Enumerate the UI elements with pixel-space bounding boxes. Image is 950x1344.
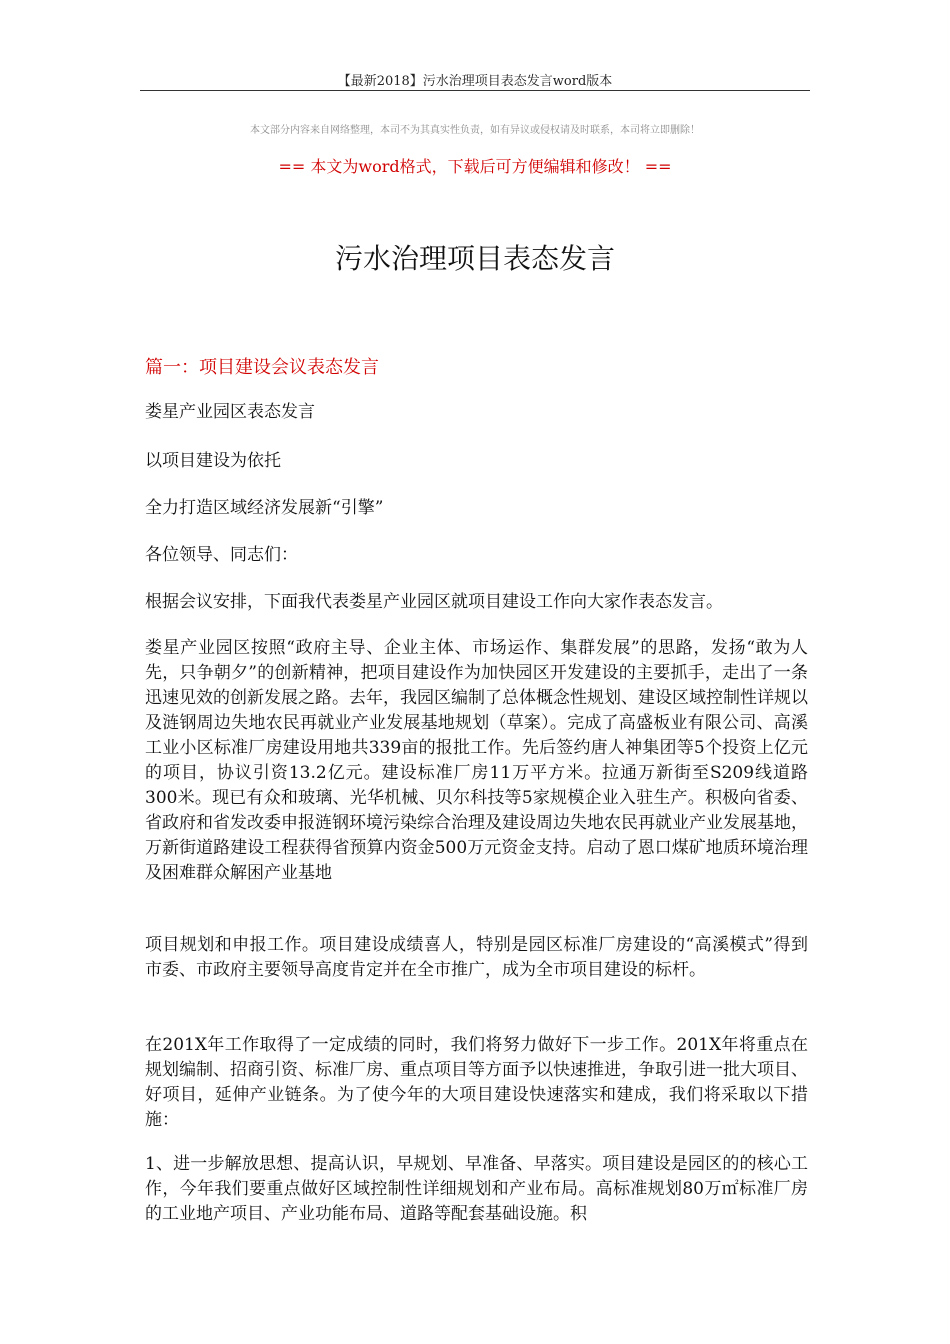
format-notice: == 本文为word格式，下载后可方便编辑和修改！ == [278,157,672,176]
paragraph: 娄星产业园区按照“政府主导、企业主体、市场运作、集群发展”的思路，发扬“敢为人先，只争朝夕”的创新精神，把项目建设作为加快园区开发建设的主要抓手，走出了一条迅速见效的创新发展之路。去年，我园区编制了总体概念性规划、建设区域控制性详规以及涟钢周边失地农民再就业产业发展基地规划（草案）。完成了高盛板业有限公司、高溪工业小区标准厂房建设用地共339亩的报批工作。先后签约唐人神集团等5个投资上亿元的项目，协议引资13.2亿元。建设标准厂房11万平方米。拉通万新街至S209线道路300米。现已有众和玻璃、光华机械、贝尔科技等5家规模企业入驻生产。积极向省委、省政府和省发改委申报涟钢环境污染综合治理及建设周边失地农民再就业产业发展基地，万新街道路建设工程获得省预算内资金500万元资金支持。启动了恩口煤矿地质环境治理及困难群众解困产业基地 [145,638,808,883]
document-title: 污水治理项目表态发言 [334,242,615,275]
document-header: 【最新2018】污水治理项目表态发言word版本 [337,74,613,89]
disclaimer-text: 本文部分内容来自网络整理，本司不为其真实性负责，如有异议或侵权请及时联系，本司将立即删除！ [250,125,700,136]
paragraph: 根据会议安排，下面我代表娄星产业园区就项目建设工作向大家作表态发言。 [145,592,723,612]
section-heading: 篇一：项目建设会议表态发言 [145,357,379,378]
paragraph: 娄星产业园区表态发言 [145,402,315,422]
paragraph: 各位领导、同志们： [145,545,298,565]
paragraph: 1、进一步解放思想、提高认识，早规划、早准备、早落实。项目建设是园区的的核心工作，今年我们要重点做好区域控制性详细规划和产业布局。高标准规划80万㎡标准厂房的工业地产项目、产业功能布局、道路等配套基础设施。积 [145,1154,808,1224]
paragraph: 全力打造区域经济发展新“引擎” [145,498,384,518]
header-divider [140,90,810,91]
paragraph: 项目规划和申报工作。项目建设成绩喜人，特别是园区标准厂房建设的“高溪模式”得到市委、市政府主要领导高度肯定并在全市推广，成为全市项目建设的标杆。 [145,935,808,980]
paragraph: 在201X年工作取得了一定成绩的同时，我们将努力做好下一步工作。201X年将重点在规划编制、招商引资、标准厂房、重点项目等方面予以快速推进，争取引进一批大项目、好项目，延伸产业链条。为了使今年的大项目建设快速落实和建成，我们将采取以下措施： [145,1035,808,1130]
paragraph: 以项目建设为依托 [145,451,281,471]
